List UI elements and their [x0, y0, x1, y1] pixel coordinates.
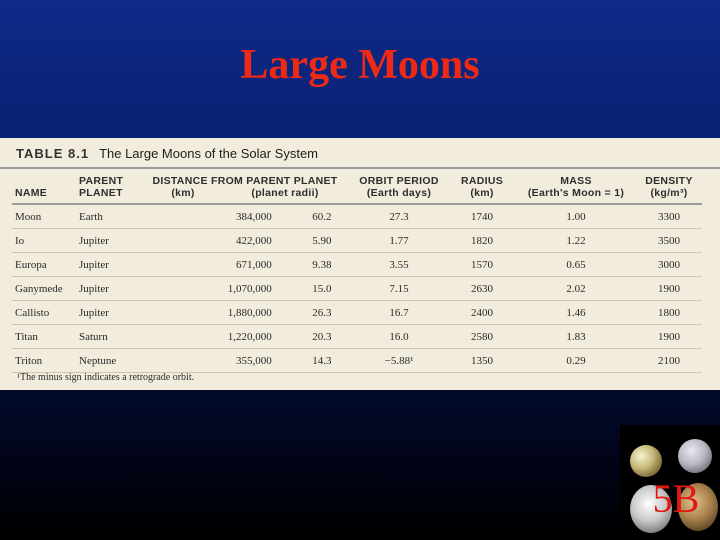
- cell-distance-radii: 15.0: [294, 277, 350, 301]
- slide-badge: 5B: [652, 476, 700, 521]
- cell-radius: 2630: [448, 277, 516, 301]
- cell-name: Callisto: [12, 301, 76, 325]
- moon-image-europa: [678, 439, 712, 473]
- cell-parent-planet: Saturn: [76, 325, 140, 349]
- moons-table: [12, 172, 702, 373]
- cell-name: Titan: [12, 325, 76, 349]
- cell-orbit-period: 27.3: [350, 204, 448, 229]
- cell-radius: 1740: [448, 204, 516, 229]
- col-header-distance-km: (km): [171, 187, 195, 199]
- cell-orbit-period: 7.15: [350, 277, 448, 301]
- col-header-distance: DISTANCE FROM PARENT PLANET (km) (planet radii): [140, 172, 350, 204]
- table-row: [12, 277, 702, 301]
- table-row: [12, 301, 702, 325]
- cell-mass: 1.00: [516, 204, 636, 229]
- cell-radius: 1350: [448, 349, 516, 373]
- cell-distance-km: 1,070,000: [140, 277, 294, 301]
- cell-density: 1900: [636, 277, 702, 301]
- cell-distance-km: 1,220,000: [140, 325, 294, 349]
- cell-orbit-period: 3.55: [350, 253, 448, 277]
- cell-parent-planet: Jupiter: [76, 253, 140, 277]
- cell-distance-radii: 14.3: [294, 349, 350, 373]
- col-header-density: DENSITY (kg/m³): [636, 172, 702, 204]
- cell-distance-km: 671,000: [140, 253, 294, 277]
- cell-radius: 1570: [448, 253, 516, 277]
- table-header-row: [12, 172, 702, 204]
- table-row: [12, 204, 702, 229]
- cell-distance-radii: 20.3: [294, 325, 350, 349]
- cell-name: Ganymede: [12, 277, 76, 301]
- col-header-orbit-period: ORBIT PERIOD (Earth days): [350, 172, 448, 204]
- cell-orbit-period: −5.88¹: [350, 349, 448, 373]
- table-caption: [16, 146, 318, 161]
- cell-distance-km: 1,880,000: [140, 301, 294, 325]
- slide-title: Large Moons: [240, 42, 480, 88]
- table-row: [12, 349, 702, 373]
- cell-name: Moon: [12, 204, 76, 229]
- table-row: [12, 229, 702, 253]
- cell-mass: 0.65: [516, 253, 636, 277]
- cell-parent-planet: Jupiter: [76, 277, 140, 301]
- cell-radius: 2580: [448, 325, 516, 349]
- cell-density: 1900: [636, 325, 702, 349]
- cell-orbit-period: 1.77: [350, 229, 448, 253]
- caption-rule: [0, 167, 720, 169]
- col-header-name: NAME: [12, 172, 76, 204]
- cell-distance-radii: 5.90: [294, 229, 350, 253]
- moon-image-io: [630, 445, 662, 477]
- cell-mass: 0.29: [516, 349, 636, 373]
- cell-orbit-period: 16.0: [350, 325, 448, 349]
- cell-parent-planet: Jupiter: [76, 229, 140, 253]
- cell-radius: 2400: [448, 301, 516, 325]
- cell-mass: 1.46: [516, 301, 636, 325]
- cell-name: Europa: [12, 253, 76, 277]
- cell-mass: 1.83: [516, 325, 636, 349]
- cell-distance-km: 422,000: [140, 229, 294, 253]
- cell-mass: 1.22: [516, 229, 636, 253]
- cell-distance-radii: 60.2: [294, 204, 350, 229]
- cell-orbit-period: 16.7: [350, 301, 448, 325]
- table-row: [12, 325, 702, 349]
- cell-parent-planet: Earth: [76, 204, 140, 229]
- cell-distance-radii: 9.38: [294, 253, 350, 277]
- col-header-parent-planet: PARENT PLANET: [76, 172, 140, 204]
- col-header-radius: RADIUS (km): [448, 172, 516, 204]
- cell-density: 2100: [636, 349, 702, 373]
- table-body: [12, 204, 702, 373]
- table-footnote: ¹The minus sign indicates a retrograde orbit.: [17, 372, 195, 383]
- col-header-mass: MASS (Earth's Moon = 1): [516, 172, 636, 204]
- moons-table-panel: [0, 138, 720, 390]
- cell-name: Io: [12, 229, 76, 253]
- cell-density: 3500: [636, 229, 702, 253]
- cell-distance-radii: 26.3: [294, 301, 350, 325]
- col-header-distance-radii: (planet radii): [251, 187, 319, 199]
- cell-density: 3300: [636, 204, 702, 229]
- cell-distance-km: 355,000: [140, 349, 294, 373]
- table-row: [12, 253, 702, 277]
- cell-radius: 1820: [448, 229, 516, 253]
- cell-density: 3000: [636, 253, 702, 277]
- cell-mass: 2.02: [516, 277, 636, 301]
- cell-name: Triton: [12, 349, 76, 373]
- cell-density: 1800: [636, 301, 702, 325]
- cell-parent-planet: Neptune: [76, 349, 140, 373]
- cell-parent-planet: Jupiter: [76, 301, 140, 325]
- table-number: TABLE 8.1: [16, 146, 90, 161]
- table-caption-text: The Large Moons of the Solar System: [99, 146, 319, 161]
- cell-distance-km: 384,000: [140, 204, 294, 229]
